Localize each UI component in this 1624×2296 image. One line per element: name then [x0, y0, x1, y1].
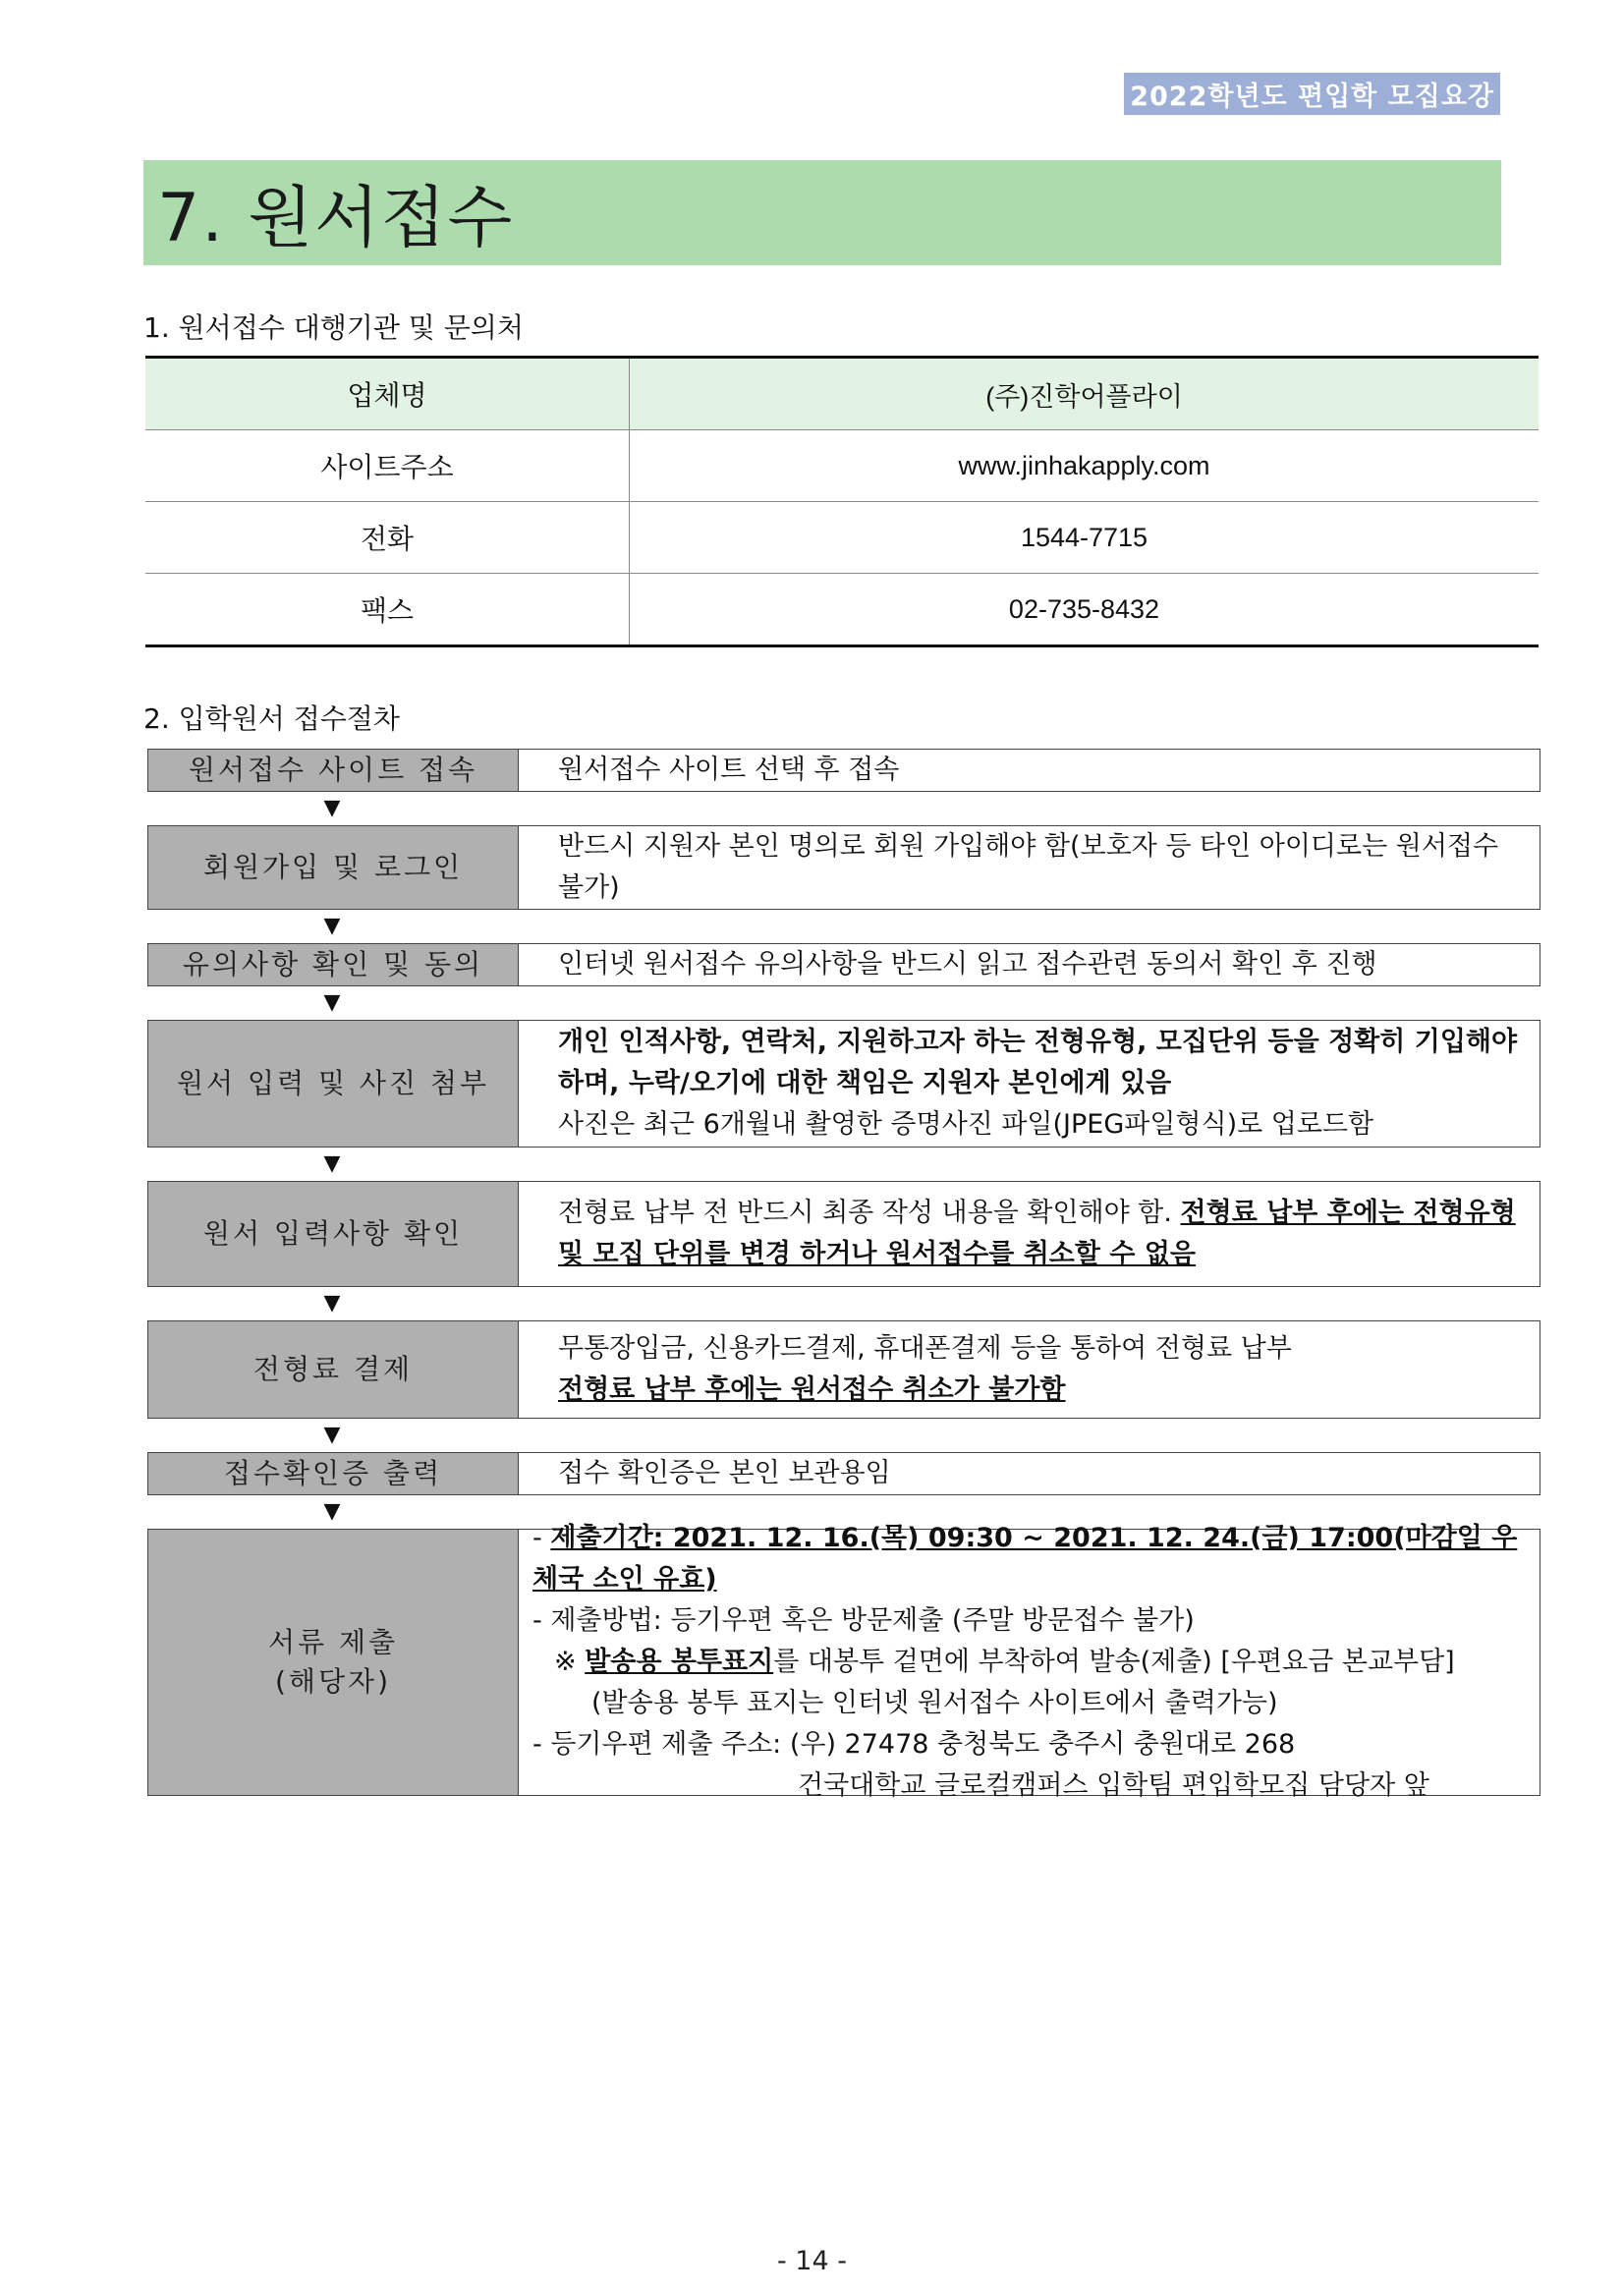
page-number: - 14 - — [776, 2246, 847, 2276]
step-text-line — [558, 1193, 1524, 1234]
step-site-access — [147, 749, 1540, 792]
submission-period — [532, 1518, 1524, 1600]
down-arrow-icon: ▼ — [323, 914, 341, 938]
down-arrow-icon: ▼ — [323, 1151, 341, 1176]
step-label-line: (해당자) — [275, 1665, 391, 1698]
step-text: 무통장입금, 신용카드결제, 휴대폰결제 등을 통하여 전형료 납부 — [558, 1333, 1292, 1364]
mailing-recipient: 건국대학교 글로컬캠퍼스 입학팀 편입학모집 담당자 앞 — [798, 1770, 1429, 1801]
step-text-bold: 하며, 누락/오기에 대한 책임은 지원자 본인에게 있음 — [558, 1068, 1172, 1098]
note-mark: ※ — [554, 1647, 586, 1677]
step-text-bold: 개인 인적사항, 연락처, 지원하고자 하는 전형유형, 모집단위 등을 정확히 기입해야 — [558, 1027, 1518, 1057]
procedure-heading: 2. 입학원서 접수절차 — [143, 702, 400, 735]
step-description — [519, 1182, 1540, 1286]
step-description — [519, 1321, 1540, 1418]
table-label-cell: 사이트주소 — [145, 430, 630, 502]
fax-value: 02-735-8432 — [630, 574, 1540, 646]
mailing-address: - 등기우편 제출 주소: (우) 27478 충청북도 충주시 충원대로 268 — [532, 1729, 1296, 1760]
step-label — [148, 1530, 519, 1795]
table-label-cell: 업체명 — [145, 358, 630, 430]
phone-value: 1544-7715 — [630, 502, 1540, 574]
table-label-cell: 전화 — [145, 502, 630, 574]
step-warning-text: 전형료 납부 후에는 원서접수 취소가 불가함 — [558, 1374, 1066, 1405]
step-application-input — [147, 1020, 1540, 1148]
step-fee-payment — [147, 1320, 1540, 1419]
step-label: 전형료 결제 — [148, 1321, 519, 1418]
step-review-input — [147, 1181, 1540, 1287]
step-notice-agree — [147, 943, 1540, 986]
step-description — [519, 1021, 1540, 1147]
table-row — [145, 502, 1539, 574]
step-label-line: 서류 제출 — [267, 1626, 399, 1658]
down-arrow-icon: ▼ — [323, 1499, 341, 1524]
step-description — [519, 826, 1540, 909]
down-arrow-icon: ▼ — [323, 796, 341, 820]
step-text: 원서접수 사이트 선택 후 접속 — [558, 755, 900, 785]
section-title-banner — [143, 160, 1501, 265]
step-document-submission — [147, 1523, 1540, 1801]
step-warning-text: 전형료 납부 후에는 전형유형 — [1180, 1198, 1516, 1228]
agency-contact-table — [145, 356, 1539, 647]
envelope-cover-text: 발송용 봉투표지 — [585, 1647, 774, 1677]
agency-heading: 1. 원서접수 대행기관 및 문의처 — [143, 311, 524, 344]
step-text: 전형료 납부 전 반드시 최종 작성 내용을 확인해야 함. — [558, 1198, 1181, 1228]
step-print-confirmation — [147, 1452, 1540, 1495]
step-label: 접수확인증 출력 — [148, 1453, 519, 1494]
step-label: 유의사항 확인 및 동의 — [148, 944, 519, 985]
step-text: 반드시 지원자 본인 명의로 회원 가입해야 함(보호자 등 타인 아이디로는 원서접수 불가) — [558, 831, 1499, 903]
table-row — [145, 358, 1539, 430]
step-warning-text: 및 모집 단위를 변경 하거나 원서접수를 취소할 수 없음 — [558, 1239, 1197, 1269]
procedure-flow — [147, 749, 1540, 1801]
step-text: 인터넷 원서접수 유의사항을 반드시 읽고 접수관련 동의서 확인 후 진행 — [558, 949, 1377, 980]
section-title: 7. 원서접수 — [157, 180, 515, 257]
step-label: 회원가입 및 로그인 — [148, 826, 519, 909]
step-description — [519, 1453, 1540, 1494]
site-url-value: www.jinhakapply.com — [630, 430, 1540, 502]
table-label-cell: 팩스 — [145, 574, 630, 646]
down-arrow-icon: ▼ — [323, 1423, 341, 1447]
step-label: 원서접수 사이트 접속 — [148, 750, 519, 791]
step-text: 접수 확인증은 본인 보관용임 — [558, 1458, 891, 1488]
step-signup-login — [147, 825, 1540, 910]
envelope-note-text: 를 대봉투 겉면에 부착하여 발송(제출) [우편요금 본교부담] — [773, 1647, 1455, 1677]
step-text: 사진은 최근 6개월내 촬영한 증명사진 파일(JPEG파일형식)로 업로드함 — [558, 1109, 1374, 1140]
step-description — [519, 750, 1540, 791]
table-row — [145, 574, 1539, 646]
submission-period-text: 제출기간: 2021. 12. 16.(목) 09:30 ~ 2021. 12. 24.(금) 17:00(마감일 우체국 소인 유효) — [532, 1523, 1518, 1595]
list-dash: - — [532, 1523, 551, 1553]
down-arrow-icon: ▼ — [323, 1291, 341, 1316]
step-label: 원서 입력 및 사진 첨부 — [148, 1021, 519, 1147]
down-arrow-icon: ▼ — [323, 990, 341, 1015]
table-row — [145, 430, 1539, 502]
step-description — [519, 1523, 1540, 1801]
step-description — [519, 944, 1540, 985]
step-label: 원서 입력사항 확인 — [148, 1182, 519, 1286]
document-header-tag: 2022학년도 편입학 모집요강 — [1124, 73, 1500, 115]
submission-method: - 제출방법: 등기우편 혹은 방문제출 (주말 방문접수 불가) — [532, 1605, 1195, 1636]
envelope-note — [532, 1642, 1524, 1683]
company-name-value: (주)진학어플라이 — [630, 358, 1540, 430]
envelope-print-note: (발송용 봉투 표지는 인터넷 원서접수 사이트에서 출력가능) — [591, 1688, 1278, 1718]
